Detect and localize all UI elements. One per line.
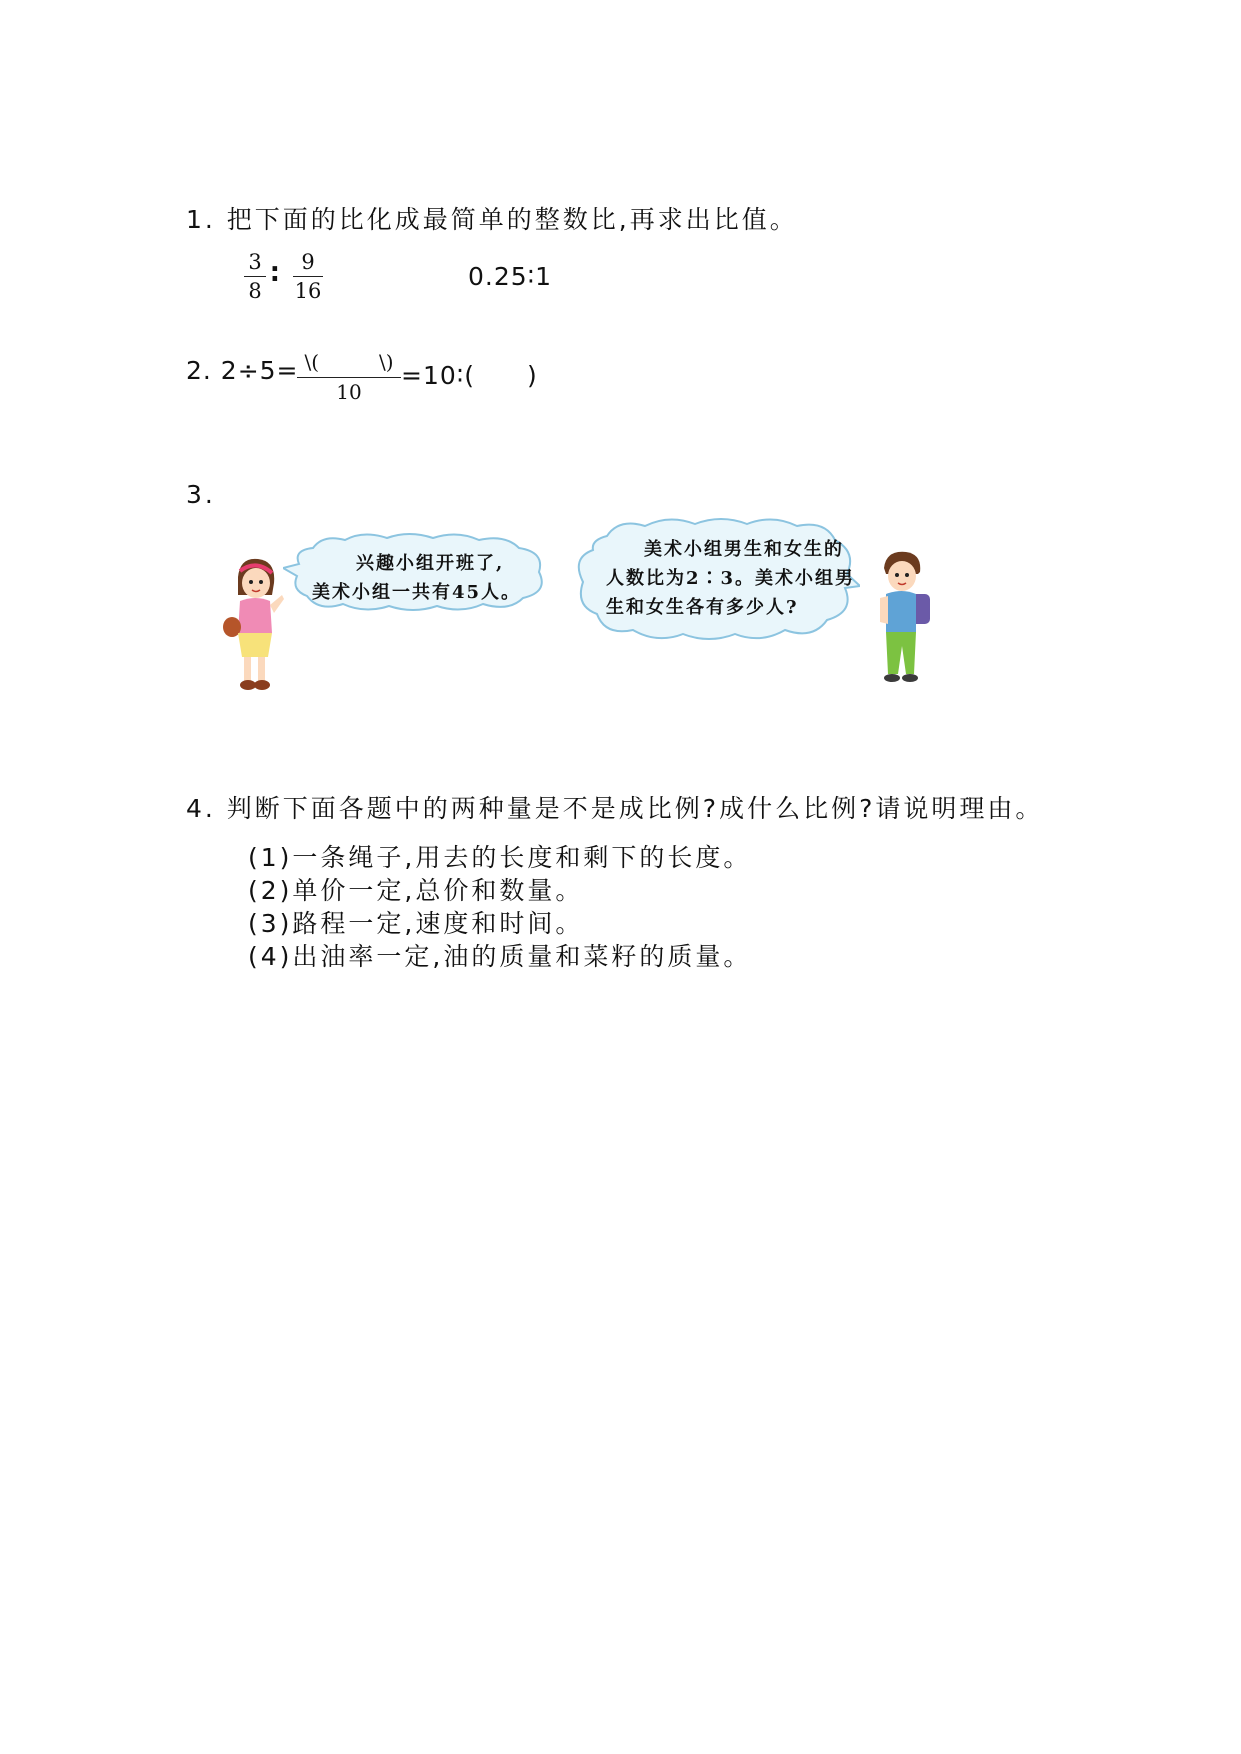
question-2-prefix: 2. 2÷5=: [186, 356, 299, 385]
fraction-bar: [293, 276, 323, 277]
question-4-item-2: (2)单价一定,总价和数量。: [248, 876, 584, 905]
ratio-colon: ∶: [271, 260, 279, 290]
question-1-text: 1. 把下面的比化成最简单的整数比,再求出比值。: [186, 205, 798, 234]
question-2-fraction: [297, 346, 401, 404]
boy-speech-line-2: 人数比为2∶3。美术小组男: [606, 568, 856, 589]
question-4-item-1: (1)一条绳子,用去的长度和剩下的长度。: [248, 843, 752, 872]
fraction-bar: [244, 276, 266, 277]
fraction-3-8: [244, 250, 266, 303]
boy-speech-line-3: 生和女生各有多少人?: [606, 597, 799, 618]
question-4-item-3: (3)路程一定,速度和时间。: [248, 909, 584, 938]
fraction-9-16: [293, 250, 323, 303]
fraction-numerator: \( \): [304, 350, 394, 374]
fraction-denominator: 8: [248, 279, 262, 303]
girl-illustration: [218, 555, 290, 695]
fraction-numerator: 9: [301, 250, 315, 274]
fraction-numerator: 3: [248, 250, 262, 274]
question-3-label: 3.: [186, 480, 216, 509]
question-4-item-4: (4)出油率一定,油的质量和菜籽的质量。: [248, 942, 752, 971]
boy-speech-line-1: 美术小组男生和女生的: [644, 539, 844, 560]
ratio-expression: 0.25∶1: [468, 262, 553, 291]
boy-illustration: [870, 550, 940, 686]
fraction-bar: [297, 377, 401, 378]
question-2-suffix: =10∶( ): [401, 361, 538, 390]
fraction-denominator: 16: [294, 279, 322, 303]
girl-speech-line-2: 美术小组一共有45人。: [312, 582, 522, 603]
girl-speech-line-1: 兴趣小组开班了,: [356, 553, 505, 574]
question-4-text: 4. 判断下面各题中的两种量是不是成比例?成什么比例?请说明理由。: [186, 794, 1044, 823]
fraction-denominator: 10: [336, 380, 362, 404]
